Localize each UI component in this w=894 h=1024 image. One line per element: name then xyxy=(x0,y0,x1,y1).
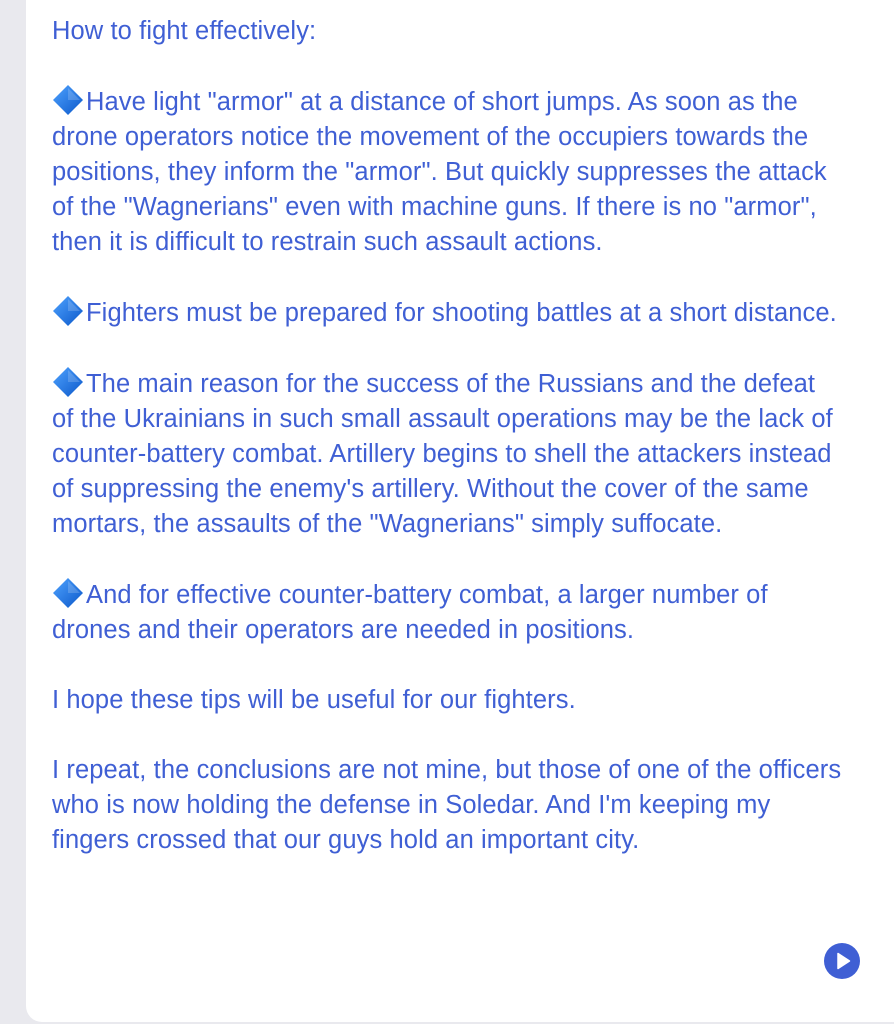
paragraph-gap xyxy=(52,260,842,295)
message-text xyxy=(52,14,842,858)
blue-diamond-icon xyxy=(52,84,84,116)
tip-text: Fighters must be prepared for shooting battles at a short distance. xyxy=(86,299,837,327)
paragraph-gap xyxy=(52,542,842,577)
tip-text: And for effective counter-battery combat, a larger number of drones and their operators are needed in positions. xyxy=(52,581,768,644)
play-button[interactable] xyxy=(824,943,860,979)
closing-paragraph: I hope these tips will be useful for our fighters. xyxy=(52,686,576,714)
blue-diamond-icon xyxy=(52,577,84,609)
play-icon xyxy=(824,943,860,979)
tip-paragraph xyxy=(52,577,842,648)
message-heading: How to fight effectively: xyxy=(52,17,317,45)
tip-text: The main reason for the success of the Russians and the defeat of the Ukrainians in such small assault operations may be the lack of counter-battery combat. Artillery begins to shell the attackers instead of suppressing the enemy's artillery. Without the cover of the same mortars, the assaults of the "Wagnerians" simply suffocate. xyxy=(52,370,833,538)
tip-text: Have light "armor" at a distance of short jumps. As soon as the drone operators notice the movement of the occupiers towards the positions, they inform the "armor". But quickly suppresses the attack of the "Wagnerians" even with machine guns. If there is no "armor", then it is difficult to restrain such assault actions. xyxy=(52,88,827,256)
paragraph-gap xyxy=(52,718,842,753)
tip-paragraph xyxy=(52,295,842,331)
tip-paragraph xyxy=(52,84,842,260)
blue-diamond-icon xyxy=(52,295,84,327)
paragraph-gap xyxy=(52,648,842,683)
paragraph-gap xyxy=(52,331,842,366)
paragraph-gap xyxy=(52,49,842,84)
blue-diamond-icon xyxy=(52,366,84,398)
closing-paragraph: I repeat, the conclusions are not mine, but those of one of the officers who is now holding the defense in Soledar. And I'm keeping my fingers crossed that our guys hold an important city. xyxy=(52,756,842,854)
tip-paragraph xyxy=(52,366,842,542)
